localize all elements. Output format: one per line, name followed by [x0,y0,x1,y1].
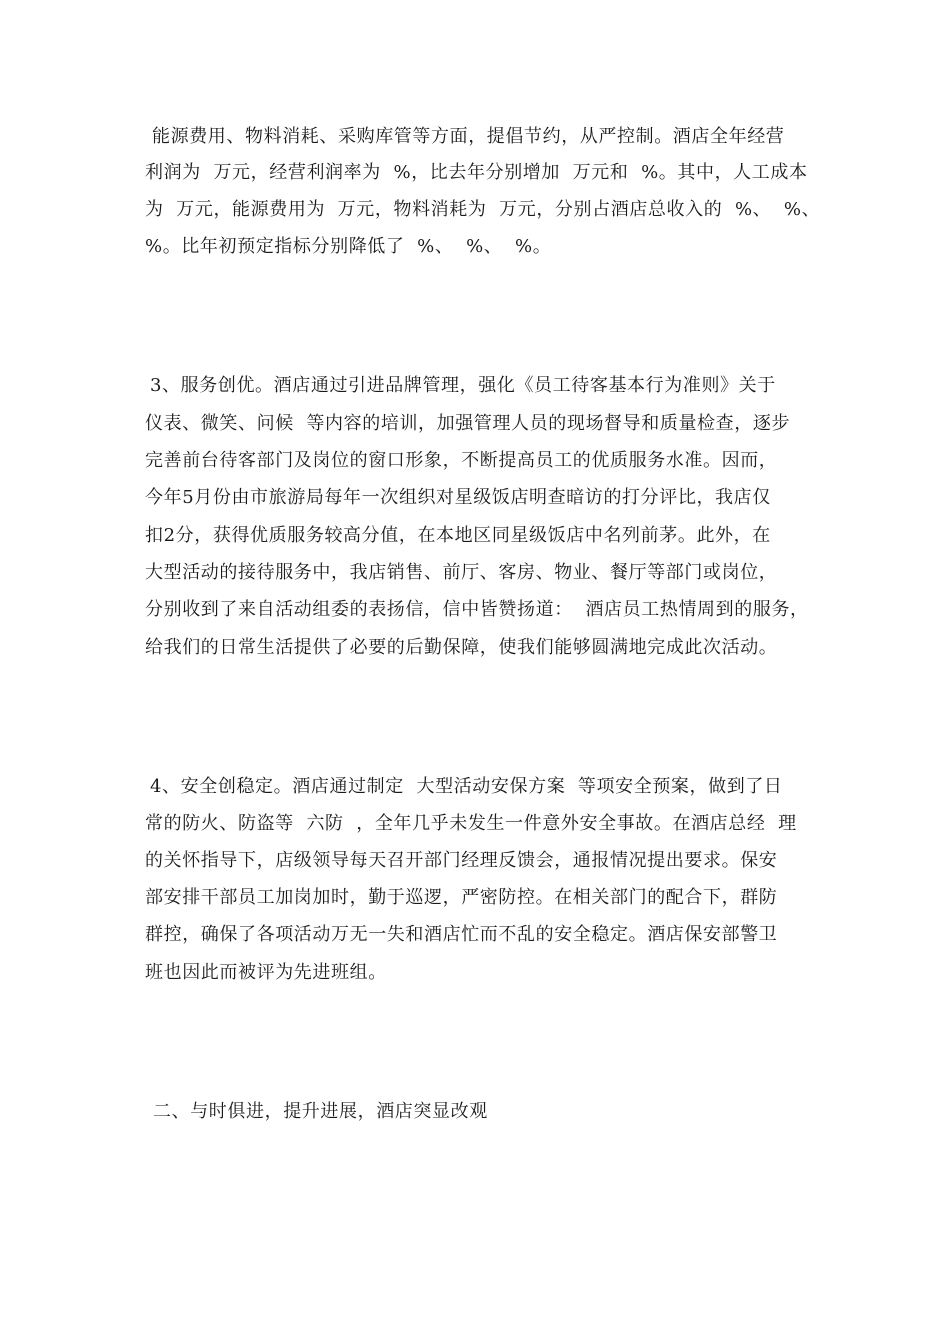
text-line: 的关怀指导下，店级领导每天召开部门经理反馈会，通报情况提出要求。保安 [145,850,778,871]
section-heading: 二、与时俱进，提升进展，酒店突显改观 [153,1101,488,1122]
text-line: 为 万元，能源费用为 万元，物料消耗为 万元，分别占酒店总收入的 %、 %、 [145,199,821,220]
text-line: %。比年初预定指标分别降低了 %、 %、 %。 [145,236,552,257]
text-line: 班也因此而被评为先进班组。 [145,962,387,983]
text-line: 扣2分，获得优质服务较高分值，在本地区同星级饭店中名列前茅。此外，在 [145,525,771,546]
text-line: 今年5月份由市旅游局每年一次组织对星级饭店明查暗访的打分评比，我店仅 [145,487,771,508]
text-line: 4、安全创稳定。酒店通过制定 大型活动安保方案 等项安全预案，做到了日 [150,776,783,797]
text-line: 部安排干部员工加岗加时，勤于巡逻，严密防控。在相关部门的配合下，群防 [145,887,778,908]
text-line: 利润为 万元，经营利润率为 %，比去年分别增加 万元和 %。其中，人工成本 [145,162,808,183]
text-line: 能源费用、物料消耗、采购库管等方面，提倡节约，从严控制。酒店全年经营 [152,126,785,147]
text-line: 仪表、微笑、问候 等内容的培训，加强管理人员的现场督导和质量检查，逐步 [145,413,791,434]
text-line: 3、服务创优。酒店通过引进品牌管理，强化《员工待客基本行为准则》关于 [150,375,776,396]
text-line: 完善前台待客部门及岗位的窗口形象，不断提高员工的优质服务水准。因而， [145,450,778,471]
text-line: 大型活动的接待服务中，我店销售、前厅、客房、物业、餐厅等部门或岗位， [145,562,778,583]
text-line: 分别收到了来自活动组委的表扬信，信中皆赞扬道： 酒店员工热情周到的服务， [145,599,809,620]
text-line: 常的防火、防盗等 六防 ，全年几乎未发生一件意外安全事故。在酒店总经 理 [145,813,797,834]
text-line: 给我们的日常生活提供了必要的后勤保障，使我们能够圆满地完成此次活动。 [145,637,778,658]
text-line: 群控，确保了各项活动万无一失和酒店忙而不乱的安全稳定。酒店保安部警卫 [145,924,778,945]
